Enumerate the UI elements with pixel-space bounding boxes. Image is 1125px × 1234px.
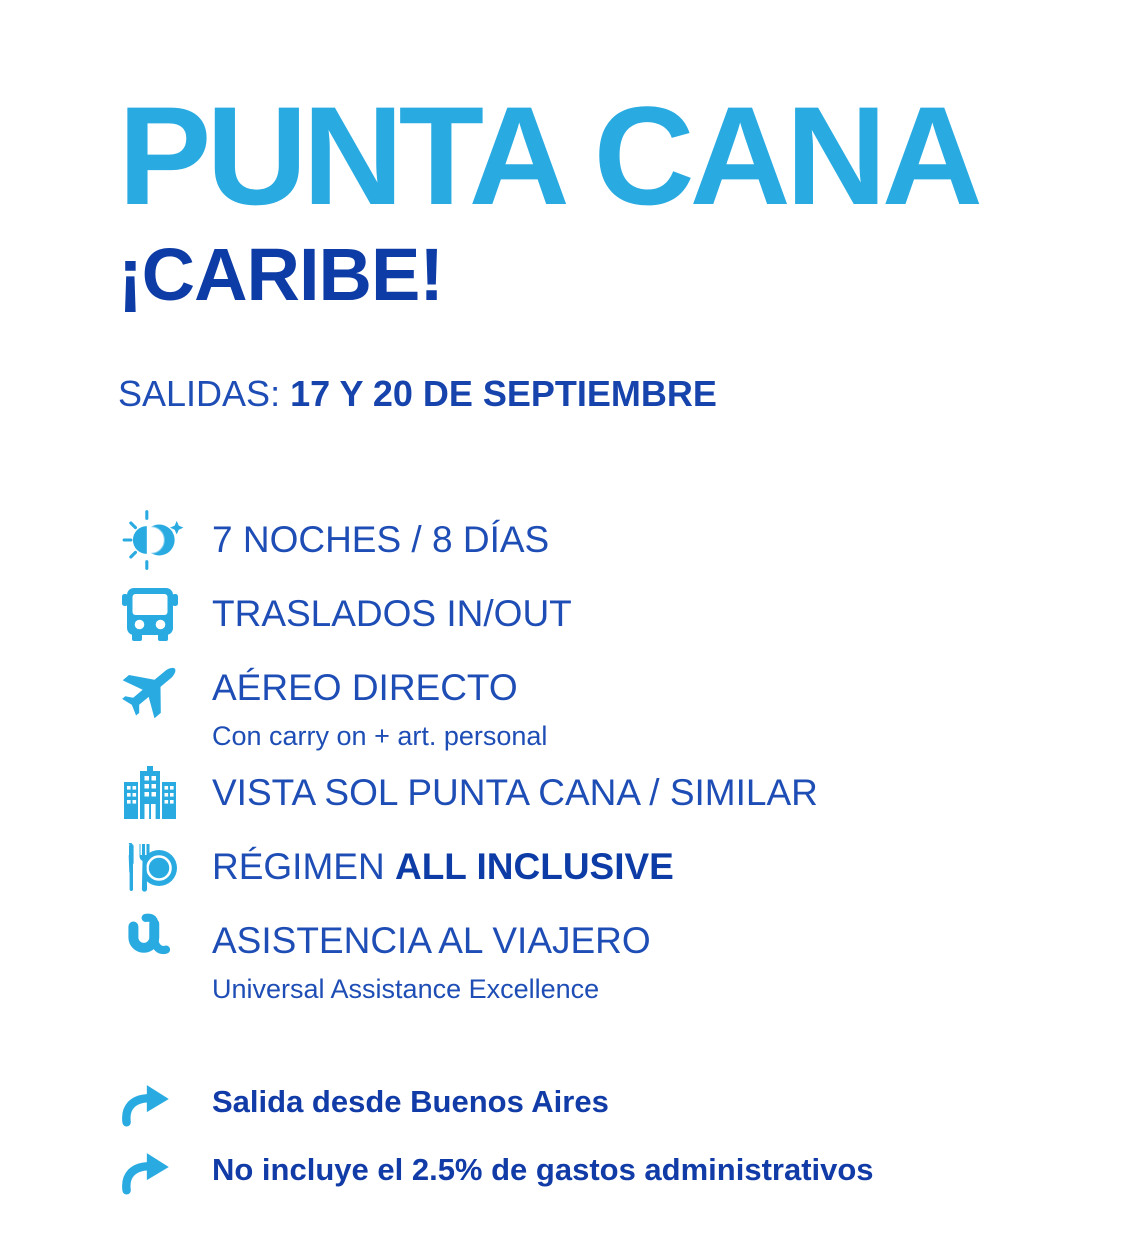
feature-icon-box: [118, 655, 190, 721]
feature-row-flight: [118, 655, 1085, 752]
feature-icon-box: [118, 760, 190, 826]
page-subtitle: ¡CARIBE!: [118, 233, 443, 316]
bus-icon: [118, 581, 182, 647]
feature-row-hotel: [118, 760, 1085, 826]
note-row-departure-city: [118, 1075, 1085, 1129]
feature-text: [212, 834, 674, 900]
feature-row-assistance: [118, 908, 1085, 1005]
feature-subtext: Universal Assistance Excellence: [212, 973, 600, 1004]
feature-text-col: [212, 760, 818, 826]
feature-icon-box: [118, 581, 190, 647]
day-night-icon: [118, 507, 188, 573]
note-text: Salida desde Buenos Aires: [212, 1083, 609, 1119]
feature-subtext: Con carry on + art. personal: [212, 720, 548, 751]
feature-icon-box: [118, 908, 190, 974]
feature-text: 7 NOCHES / 8 DÍAS: [212, 518, 550, 560]
curved-arrow-icon: [118, 1075, 174, 1129]
departures-dates: 17 Y 20 DE SEPTIEMBRE: [290, 373, 717, 415]
feature-text-col: [212, 834, 674, 900]
feature-text-col: [212, 908, 651, 1005]
feature-row-nights: [118, 507, 1085, 573]
feature-text-col: [212, 507, 549, 573]
feature-icon-box: [118, 834, 190, 900]
feature-text-regular: RÉGIMEN: [212, 845, 395, 887]
curved-arrow-icon: [118, 1143, 174, 1197]
universal-assistance-icon: [118, 908, 176, 974]
restaurant-icon: [118, 834, 182, 900]
feature-text-col: [212, 655, 547, 752]
note-text: No incluye el 2.5% de gastos administrativos: [212, 1151, 874, 1187]
departures-label: SALIDAS:: [118, 373, 291, 415]
departures-line: [118, 373, 1085, 414]
feature-row-transfers: [118, 581, 1085, 647]
feature-text-bold: ALL INCLUSIVE: [394, 845, 674, 887]
feature-text: VISTA SOL PUNTA CANA / SIMILAR: [212, 771, 818, 813]
note-icon-box: [118, 1143, 190, 1197]
features-list: [118, 507, 1085, 1005]
hotel-icon: [118, 760, 182, 826]
feature-text: ASISTENCIA AL VIAJERO: [212, 919, 651, 961]
feature-text: TRASLADOS IN/OUT: [212, 592, 572, 634]
feature-text: AÉREO DIRECTO: [212, 666, 518, 708]
note-icon-box: [118, 1075, 190, 1129]
note-row-admin-fee: [118, 1143, 1085, 1197]
notes-list: [118, 1075, 1085, 1197]
plane-icon: [118, 655, 186, 721]
feature-text-col: [212, 581, 572, 647]
feature-row-meals: [118, 834, 1085, 900]
feature-icon-box: [118, 507, 190, 573]
page-title: PUNTA CANA: [118, 77, 978, 234]
